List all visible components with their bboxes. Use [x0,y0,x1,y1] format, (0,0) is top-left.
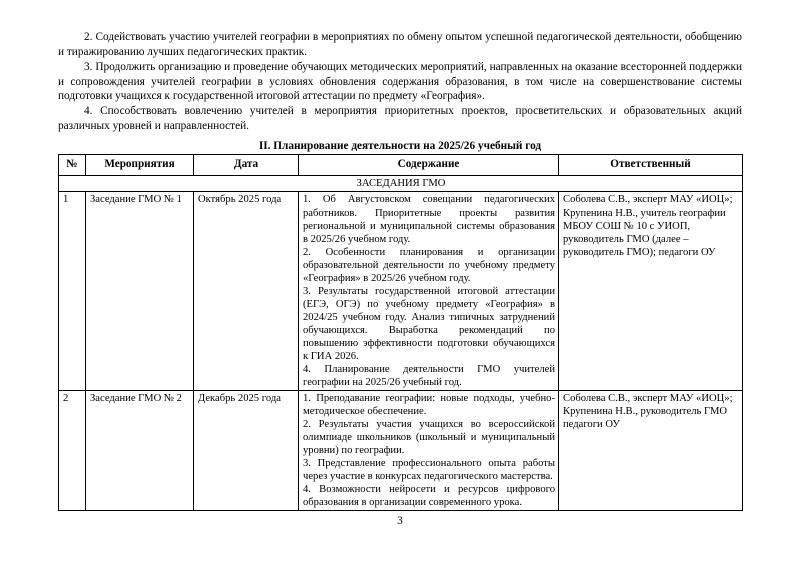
cell-num: 1 [59,192,86,390]
content-line: 4. Планирование деятельности ГМО учителей географии на 2025/26 учебный год. [303,363,555,388]
cell-event: Заседание ГМО № 1 [86,192,194,390]
content-line: 2. Особенности планирования и организации образовательной деятельности по учебному предмету «География» в 2025/26 учебном году. [303,246,555,284]
cell-content [299,390,559,510]
cell-num: 2 [59,390,86,510]
content-line: 4. Возможности нейросети и ресурсов цифрового образования в организации современного урока. [303,483,555,508]
column-header-num: № [59,154,86,176]
content-line: 1. Преподавание географии: новые подходы, учебно-методическое обеспечение. [303,392,555,417]
section-title: II. Планирование деятельности на 2025/26 учебный год [258,139,542,152]
intro-paragraph-4: 4. Способствовать вовлечению учителей в мероприятия приоритетных проектов, просветительских и образовательных акций различных уровней и направленностей. [58,105,742,133]
intro-paragraph-3: 3. Продолжить организацию и проведение обучающих методических мероприятий, направленных на оказание всесторонней поддержки и сопровождения учителей географии в условиях обновления содержания образования, в том числе на совершенствование системы подготовки учащихся к государственной итоговой аттестации по предмету «География». [58,60,742,103]
table-body [59,176,743,510]
column-header-responsible: Ответственный [559,154,743,176]
content-line: 1. Об Августовском совещании педагогических работников. Приоритетные проекты развития региональной и муниципальной системы образования в 2025/26 учебном году. [303,194,555,245]
table-row [59,192,743,390]
column-header-date: Дата [194,154,299,176]
page-number: 3 [397,514,403,527]
table-header-row [59,154,743,176]
cell-responsible: Соболева С.В., эксперт МАУ «ИОЦ»; Крупенина Н.В., учитель географии МБОУ СОШ № 10 с УИОП, руководитель ГМО (далее – руководитель ГМО); педагоги ОУ [559,192,743,390]
cell-event: Заседание ГМО № 2 [86,390,194,510]
section-band-row [59,176,743,192]
cell-date: Октябрь 2025 года [194,192,299,390]
column-header-event: Мероприятия [86,154,194,176]
table-row [59,390,743,510]
cell-content [299,192,559,390]
cell-responsible: Соболева С.В., эксперт МАУ «ИОЦ»; Крупенина Н.В., руководитель ГМО педагоги ОУ [559,390,743,510]
section-band-label: ЗАСЕДАНИЯ ГМО [59,176,743,192]
content-line: 3. Представление профессионального опыта работы через участие в конкурсах педагогического мастерства. [303,457,555,482]
column-header-content: Содержание [299,154,559,176]
content-line: 2. Результаты участия учащихся во всероссийской олимпиаде школьников (школьный и муниципальный уровни) по географии. [303,418,555,456]
intro-paragraph-2: 2. Содействовать участию учителей географии в мероприятиях по обмену опытом успешной педагогической деятельности, обобщению и тиражированию лучших педагогических практик. [58,31,742,58]
planning-table [58,154,743,511]
cell-date: Декабрь 2025 года [194,390,299,510]
intro-section [0,0,800,134]
content-line: 3. Результаты государственной итоговой аттестации (ЕГЭ, ОГЭ) по учебному предмету «География» в 2024/25 учебном году. Анализ типичных затруднений обучающихся. Выработка рекомендаций по повышению эффективности подготовки обучающихся к ГИА 2026. [303,285,555,362]
